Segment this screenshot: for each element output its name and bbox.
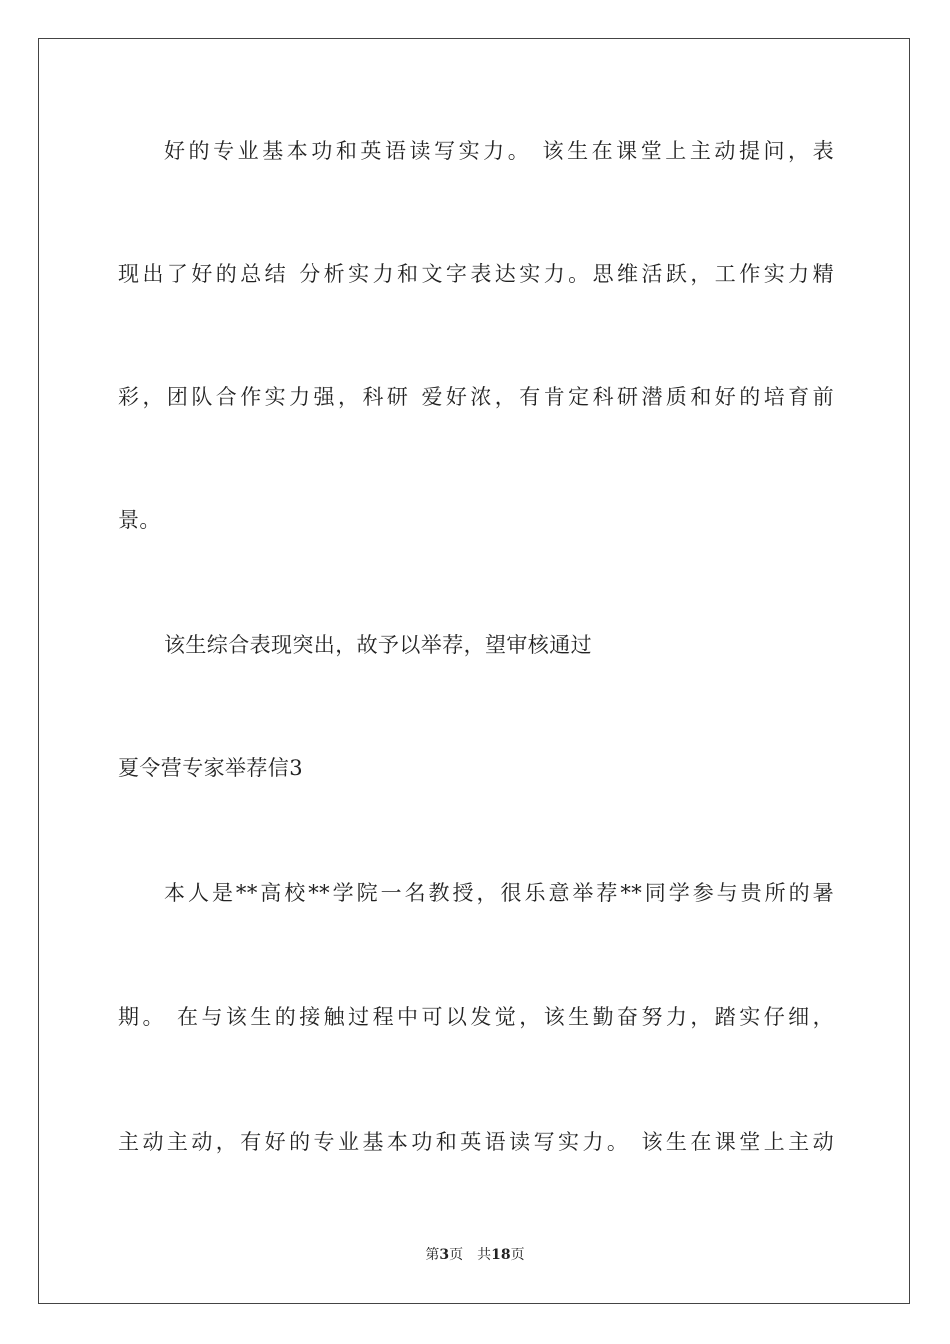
footer-page-suffix: 页 — [449, 1247, 464, 1263]
footer-page-prefix: 第 — [425, 1247, 440, 1263]
paragraph-line-7: 期。 在与该生的接触过程中可以发觉，该生勤奋努力，踏实仔细， — [118, 1005, 834, 1029]
paragraph-line-4: 景。 — [118, 508, 161, 532]
footer-total-pages: 18 — [491, 1247, 511, 1263]
section-heading: 夏令营专家举荐信3 — [118, 756, 303, 780]
paragraph-line-5: 该生综合表现突出，故予以举荐，望审核通过 — [164, 633, 592, 657]
footer-total-prefix: 共 — [477, 1247, 492, 1263]
footer-total-suffix: 页 — [510, 1247, 525, 1263]
paragraph-line-2: 现出了好的总结 分析实力和文字表达实力。思维活跃，工作实力精 — [118, 262, 834, 286]
footer-page-number: 3 — [439, 1247, 450, 1263]
paragraph-line-8: 主动主动，有好的专业基本功和英语读写实力。 该生在课堂上主动 — [118, 1130, 834, 1154]
page-border — [38, 38, 910, 1304]
paragraph-line-1: 好的专业基本功和英语读写实力。 该生在课堂上主动提问，表 — [164, 139, 834, 163]
paragraph-line-3: 彩，团队合作实力强，科研 爱好浓，有肯定科研潜质和好的培育前 — [118, 385, 834, 409]
paragraph-line-6: 本人是**高校**学院一名教授，很乐意举荐**同学参与贵所的暑 — [164, 881, 834, 905]
page-footer — [0, 1244, 950, 1264]
